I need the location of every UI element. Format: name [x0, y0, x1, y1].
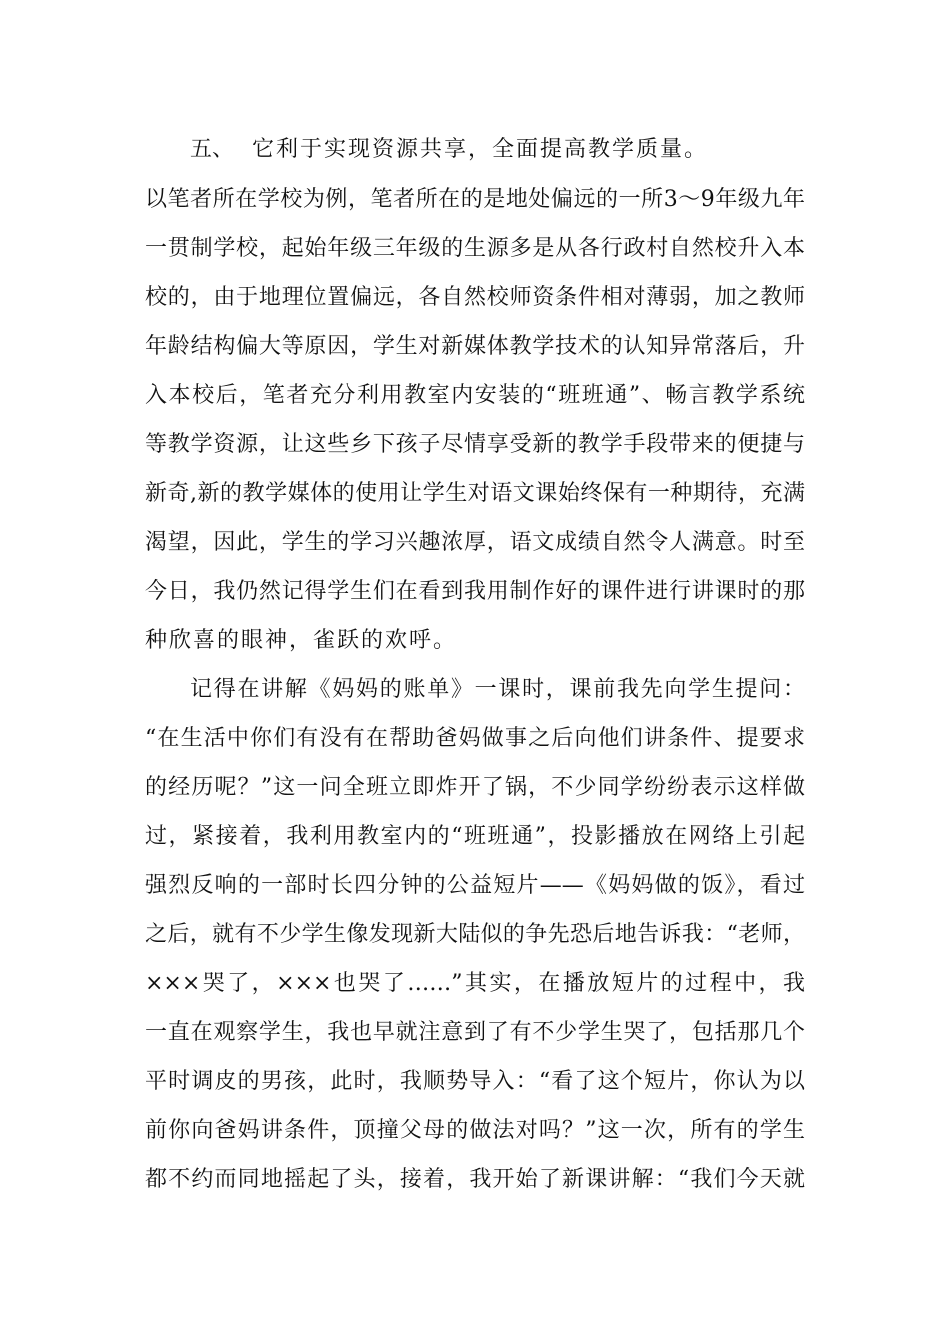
- text-line: 一直在观察学生，我也早就注意到了有不少学生哭了，包括那几个: [145, 1020, 805, 1045]
- text-line: 入本校后，笔者充分利用教室内安装的“班班通”、畅言教学系统: [145, 383, 805, 408]
- text-line: 都不约而同地摇起了头，接着，我开始了新课讲解：“我们今天就: [145, 1167, 805, 1192]
- text-line: 今日，我仍然记得学生们在看到我用制作好的课件进行讲课时的那: [145, 579, 805, 604]
- text-line: 的经历呢？”这一问全班立即炸开了锅，不少同学纷纷表示这样做: [145, 775, 805, 800]
- section-heading: [190, 130, 708, 170]
- text-line: ×××哭了，×××也哭了……”其实，在播放短片的过程中，我: [145, 971, 805, 996]
- text-line: 以笔者所在学校为例，笔者所在的是地处偏远的一所3～9年级九年: [145, 187, 805, 212]
- text-line: “在生活中你们有没有在帮助爸妈做事之后向他们讲条件、提要求: [145, 726, 805, 751]
- text-line: 年龄结构偏大等原因，学生对新媒体教学技术的认知异常落后，升: [145, 334, 805, 359]
- text-line: 过，紧接着，我利用教室内的“班班通”，投影播放在网络上引起: [145, 824, 805, 849]
- text-line: 校的，由于地理位置偏远，各自然校师资条件相对薄弱，加之教师: [145, 285, 805, 310]
- text-line: 种欣喜的眼神，雀跃的欢呼。: [145, 628, 458, 653]
- text-line: 一贯制学校，起始年级三年级的生源多是从各行政村自然校升入本: [145, 236, 805, 261]
- text-line: 渴望，因此，学生的学习兴趣浓厚，语文成绩自然令人满意。时至: [145, 530, 805, 555]
- text-line: 等教学资源，让这些乡下孩子尽情享受新的教学手段带来的便捷与: [145, 432, 805, 457]
- text-line: 新奇,新的教学媒体的使用让学生对语文课始终保有一种期待，充满: [145, 481, 805, 506]
- section-number: 五、: [190, 137, 235, 162]
- text-line: 之后，就有不少学生像发现新大陆似的争先恐后地告诉我：“老师，: [145, 922, 805, 947]
- text-line: 记得在讲解《妈妈的账单》一课时，课前我先向学生提问：: [190, 677, 805, 702]
- section-title: 它利于实现资源共享，全面提高教学质量。: [252, 137, 709, 162]
- text-line: 平时调皮的男孩，此时，我顺势导入：“看了这个短片，你认为以: [145, 1069, 805, 1094]
- text-line: 强烈反响的一部时长四分钟的公益短片——《妈妈做的饭》，看过: [145, 873, 805, 898]
- text-line: 前你向爸妈讲条件，顶撞父母的做法对吗？”这一次，所有的学生: [145, 1118, 805, 1143]
